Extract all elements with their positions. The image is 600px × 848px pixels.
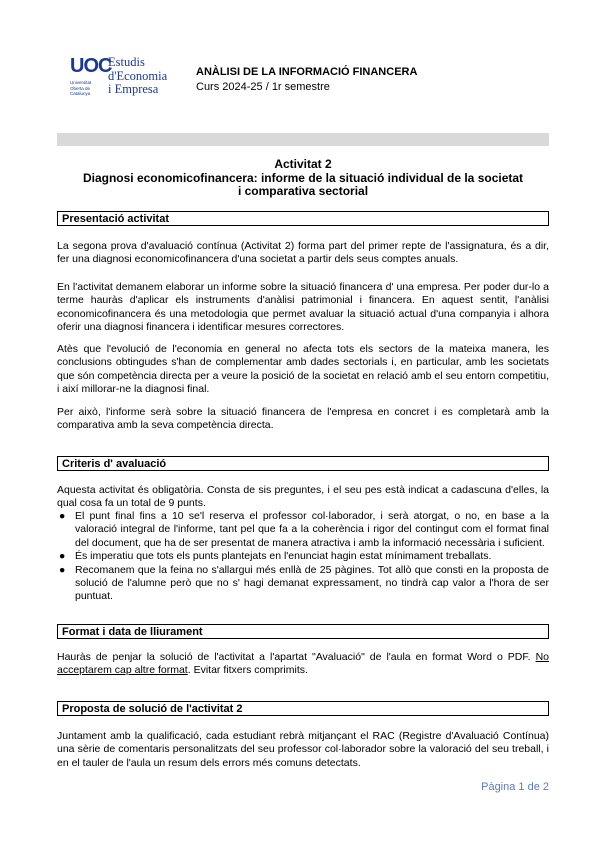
- bullet-text: Recomanem que la feina no s'allargui més enllà de 25 pàgines. Tot allò que consti en la proposta de solució de l'alumne però que no s' hagi demanat expressament, no tindrà cap valor a l'hora de ser puntuat.: [75, 563, 549, 603]
- format-paragraph: [57, 651, 549, 678]
- criteris-bullet-list: [57, 510, 549, 604]
- activity-title-line-1: Activitat 2: [274, 157, 332, 171]
- course-title: ANÀLISI DE LA INFORMACIÓ FINANCERA: [196, 66, 418, 78]
- bullet-icon: ●: [59, 550, 66, 563]
- presentacio-p4-text: Per això, l'informe serà sobre la situació financera de l'empresa en concret i es completarà amb la comparativa amb la seva competència directa.: [57, 406, 549, 432]
- activity-title: [57, 158, 549, 199]
- bullet-text: El punt final fins a 10 se'l reserva el professor col·laborador, i serà atorgat, o no, en base a la valoració integral de l'informe, tant pel que fa a la coherència i rigor del contingut com el format final del document, que ha de ser presentat de manera atractiva i amb la informació necessària i suficient.: [75, 510, 549, 549]
- logo-line-1: Estudis: [108, 55, 145, 69]
- proposta-text: Juntament amb la qualificació, cada estudiant rebrà mitjançant el RAC (Registre d'Avaluació Contínua) una sèrie de comentaris personalitzats del seu professor col·laborador sobre la valoració del seu treball, i en el tauler de l'aula un resum dels errors més comuns detectats.: [57, 730, 549, 769]
- header-divider-bar: [57, 133, 549, 146]
- activity-title-line-3: i comparativa sectorial: [237, 184, 369, 198]
- list-item: [57, 550, 549, 563]
- format-tail-text: . Evitar fitxers comprimits.: [187, 664, 308, 677]
- section-heading-format: Format i data de lliurament: [57, 624, 549, 639]
- criteris-intro: [57, 484, 549, 511]
- page-number: Pàgina 1 de 2: [481, 781, 549, 793]
- presentacio-p1-text: La segona prova d'avaluació contínua (Activitat 2) forma part del primer repte de l'assignatura, és a dir, fer una diagnosi economicofinancera d'una societat a partir dels seus comptes anuals.: [57, 240, 549, 266]
- presentacio-paragraph-1: [57, 240, 549, 267]
- uoc-logo-mark: [70, 55, 112, 77]
- criteris-intro-text: Aquesta activitat és obligatòria. Consta de sis preguntes, i el seu pes està indicat a cadascuna d'elles, la qual cosa fa un total de 9 punts.: [57, 484, 549, 510]
- list-item: [57, 510, 549, 550]
- list-item: [57, 564, 549, 604]
- logo-institution: Universitat Oberta de Catalunya: [70, 80, 92, 96]
- logo-school-name: [108, 56, 167, 97]
- presentacio-paragraph-4: [57, 406, 549, 433]
- bullet-icon: ●: [59, 563, 66, 576]
- logo-line-2: d'Economia: [108, 68, 168, 83]
- format-text: [57, 651, 549, 678]
- presentacio-paragraph-2: [57, 281, 549, 335]
- logo-mark-text: UOC: [70, 55, 112, 77]
- section-heading-criteris: Criteris d' avaluació: [57, 456, 549, 471]
- presentacio-p2-text: En l'activitat demanem elaborar un informe sobre la situació financera d' una empresa. Per poder dur-lo a terme hauràs d'aplicar els instruments d'anàlisi patrimonial i financera. En aquest sentit, l'anàlisi economicofinancera és una metodologia que permet avaluar la situació actual d'una companyia i alhora oferir una diagnosi financera i identificar mesures correctores.: [57, 281, 549, 334]
- bullet-icon: ●: [59, 510, 66, 522]
- section-heading-presentacio: Presentació activitat: [57, 211, 549, 226]
- format-main-text: Hauràs de penjar la solució de l'activitat a l'apartat "Avaluació" de l'aula en format Word o PDF.: [57, 651, 531, 663]
- proposta-paragraph: [57, 730, 549, 770]
- format-underlined-notice: No acceptarem cap altre format: [57, 651, 549, 677]
- course-semester: Curs 2024-25 / 1r semestre: [196, 81, 330, 93]
- activity-title-line-2: Diagnosi economicofinancera: informe de la situació individual de la societat: [82, 170, 524, 185]
- section-heading-proposta: Proposta de solució de l'activitat 2: [57, 701, 549, 716]
- presentacio-paragraph-3: [57, 343, 549, 397]
- uoc-logo: [70, 56, 180, 104]
- logo-line-3: i Empresa: [108, 82, 159, 96]
- bullet-text: És imperatiu que tots els punts plantejats en l'enunciat hagin estat mínimament treballats.: [75, 550, 492, 563]
- presentacio-p3-text: Atès que l'evolució de l'economia en general no afecta tots els sectors de la mateixa manera, les conclusions obtingudes s'han de complementar amb dades sectorials i, en particular, amb les societats que són competència directa per a veure la posició de la societat en relació amb el seu entorn competitiu, i així millorar-ne la diagnosi final.: [57, 343, 549, 396]
